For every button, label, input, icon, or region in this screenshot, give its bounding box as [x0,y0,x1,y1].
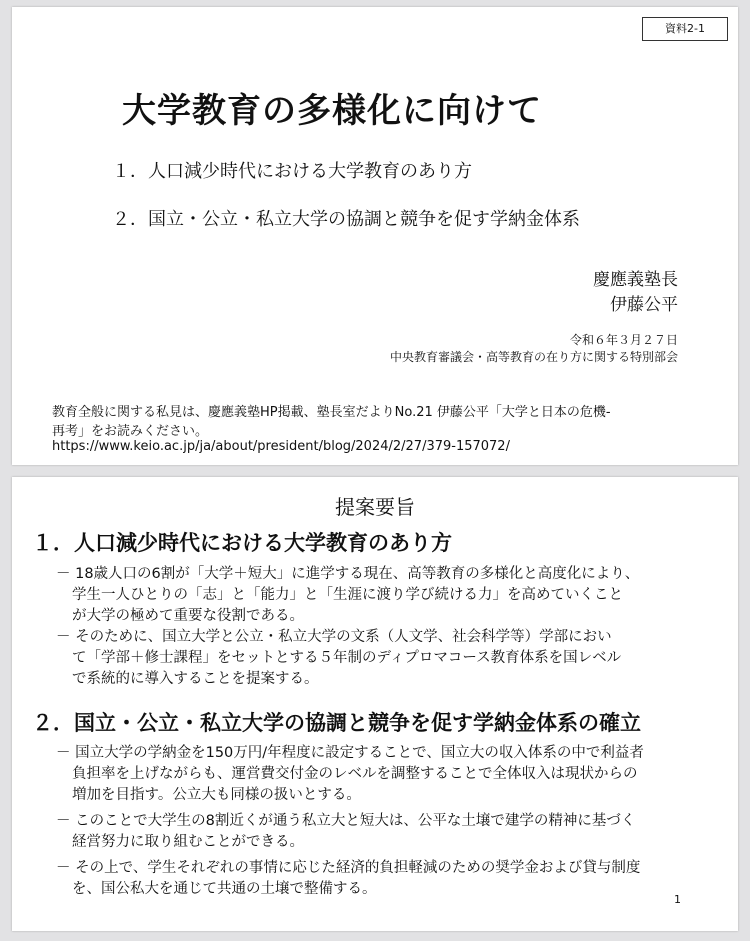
reference-url[interactable]: https://www.keio.ac.jp/ja/about/president/blog/2024/2/27/379-157072/ [52,439,510,454]
note-line-1: 教育全般に関する私見は、慶應義塾HP掲載、塾長室だよりNo.21 伊藤公平「大学と日本の危機- [52,405,611,420]
section-2-bullet-1: － 国立大学の学納金を150万円/年程度に設定することで、国立大の収入体系の中で利益者 負担率を上げながらも、運営費交付金のレベルを調整することで全体収入は現状からの 増加を目指す。公立大も同様の扱いとする。 [56,745,644,803]
section-1-bullet-1: － 18歳人口の6割が「大学＋短大」に進学する現在、高等教育の多様化と高度化により、 学生一人ひとりの「志」と「能力」と「生涯に渡り学び続ける力」を高めていくこと が大学の極めて重要な役割である。 [56,566,640,624]
committee-name: 中央教育審議会・高等教育の在り方に関する特別部会 [389,350,678,364]
author-name: 伊藤公平 [610,295,678,315]
note-line-2: 再考」をお読みください。 [52,424,209,439]
page-number: 1 [674,893,681,906]
author-organization: 慶應義塾長 [593,270,678,290]
presentation-date: 令和６年３月２７日 [569,333,678,347]
document-label: 資料2-1 [642,17,728,41]
summary-title: 提案要旨 [335,495,415,519]
section-2-bullet-3: － その上で、学生それぞれの事情に応じた経済的負担軽減のための奨学金および貸与制度 を、国公私大を通じて共通の土壌で整備する。 [56,860,641,897]
section-heading-1: １．人口減少時代における大学教育のあり方 [32,531,452,555]
agenda-item-2: ２．国立・公立・私立大学の協調と競争を促す学納金体系 [112,209,580,230]
section-2-bullet-2: － このことで大学生の8割近くが通う私立大と短大は、公平な土壌で建学の精神に基づく 経営努力に取り組むことができる。 [56,813,636,850]
section-1-bullet-2: － そのために、国立大学と公立・私立大学の文系（人文学、社会科学等）学部におい て「学部＋修士課程」をセットとする５年制のディプロマコース教育体系を国レベル で系統的に導入することを提案する。 [56,629,622,687]
summary-slide [12,477,738,931]
title-slide [12,7,738,465]
section-heading-2: ２．国立・公立・私立大学の協調と競争を促す学納金体系の確立 [32,711,641,735]
agenda-item-1: １．人口減少時代における大学教育のあり方 [112,161,472,182]
main-title: 大学教育の多様化に向けて [122,91,542,131]
